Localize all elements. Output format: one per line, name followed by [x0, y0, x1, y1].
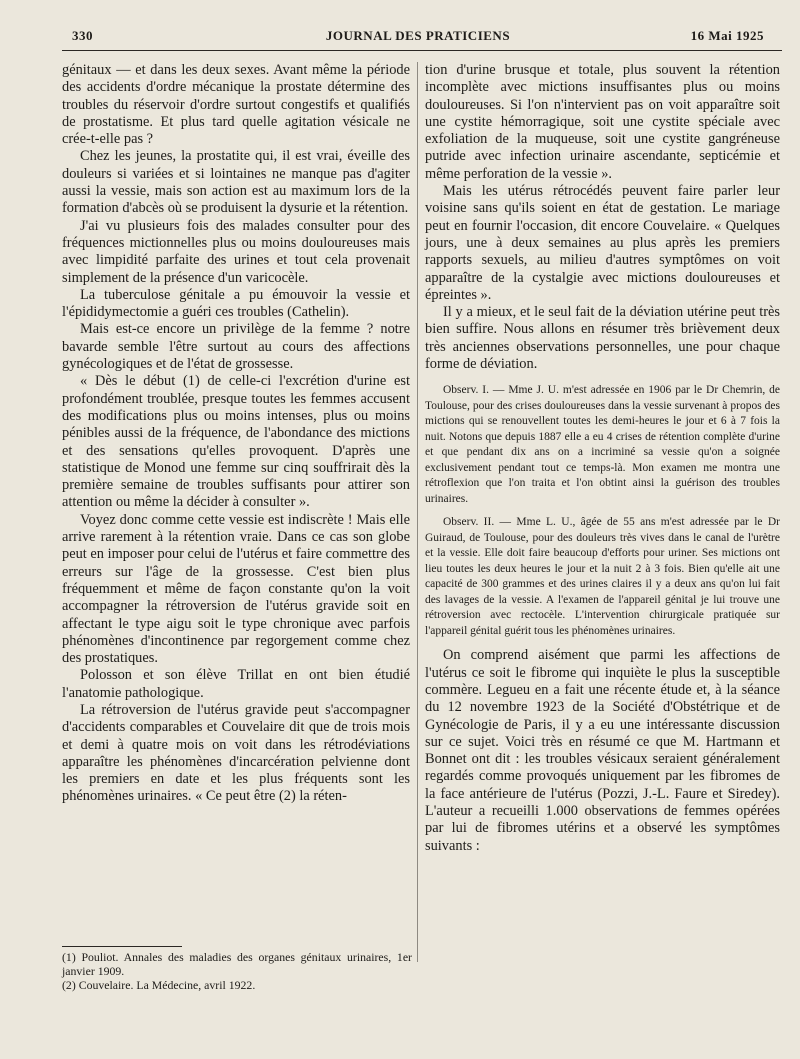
column-divider — [417, 62, 418, 962]
header-rule — [62, 50, 782, 51]
paragraph: On comprend aisément que parmi les affections de l'utérus ce soit le fibrome qui inquiète le plus la susceptible commère. Legueu en a fait une récente étude et, à la séance du 12 novembre 1923 de la Société d'Obstétrique et de Gynécologie de Paris, il y a eu une intéressante discussion sur ce sujet. Voici très en résumé ce que M. Hartmann et Bonnet ont dit : les troubles vésicaux seraient généralement regardés comme provoqués uniquement par les fibromes de la face antérieure de l'utérus (Pozzi, J.-L. Faure et Siredey). L'auteur a recueilli 1.000 observations de femmes opérées par lui de fibromes utérins et a observé les symptômes suivants : — [425, 647, 780, 854]
right-column — [425, 62, 780, 855]
journal-title: JOURNAL DES PRATICIENS — [325, 28, 511, 43]
paragraph: Chez les jeunes, la prostatite qui, il est vrai, éveille des douleurs si variées et si lointaines ne manque pas d'agiter aussi la vessie, mais son action est au maximum lors de la formation d'abcès où se produisent la dysurie et la rétention. — [62, 148, 410, 217]
footnote-1: (1) Pouliot. Annales des maladies des organes génitaux urinaires, 1er janvier 1909. — [62, 950, 412, 978]
paragraph: J'ai vu plusieurs fois des malades consulter pour des fréquences mictionnelles plus ou moins douloureuses mais avec limpidité parfaite des urines et tout cela provenait simplement de la présence d'un varicocèle. — [62, 217, 410, 286]
paragraph: tion d'urine brusque et totale, plus souvent la rétention incomplète avec mictions insuffisantes plus ou moins douloureuses. Si l'on n'intervient pas on voit apparaître soit une cystite hémorragique, soit une cystite spéciale avec exfoliation de la muqueuse, soit une cystite gangréneuse putride avec infection urinaire ascendante, septicémie et même perforation de la vessie ». — [425, 62, 780, 182]
paragraph: La tuberculose génitale a pu émouvoir la vessie et l'épididymectomie a guéri ces troubles (Cathelin). — [62, 286, 410, 321]
footnote-rule — [62, 946, 182, 947]
page-number: 330 — [72, 28, 93, 43]
paragraph: Mais les utérus rétrocédés peuvent faire parler leur voisine sans qu'ils soient en état de gestation. Le mariage peut en fournir l'occasion, dit encore Couvelaire. « Quelques jours, une à deux semaines au plus après les premiers rapports sexuels, au milieu d'autres symptômes on voit apparaître de la cystalgie avec mictions douloureuses et épreintes ». — [425, 183, 780, 303]
observation-1: Observ. I. — Mme J. U. m'est adressée en 1906 par le Dr Chemrin, de Toulouse, pour des crises douloureuses dans la vessie survenant à propos des mictions qui se renouvellent toutes les demi-heures le jour et 6 à 7 fois la nuit. Notons que depuis 1887 elle a eu 4 crises de rétention complète d'urine et que pendant dix ans on a incriminé sa vessie qu'on a soignée exclusivement pendant tout ce temps-là. Mon examen me montra une rétroflexion que l'on traita et l'on obtint ainsi la guérison des troubles urinaires. — [425, 384, 780, 505]
paragraph: génitaux — et dans les deux sexes. Avant même la période des accidents d'ordre mécanique la prostate détermine des troubles du réservoir d'ordre surtout congestifs et qualifiés de prostatisme. Et plus tard quelle agitation vésicale ne crée-t-elle pas ? — [62, 62, 410, 148]
footnotes — [62, 950, 412, 992]
footnote-2: (2) Couvelaire. La Médecine, avril 1922. — [62, 978, 256, 992]
paragraph: La rétroversion de l'utérus gravide peut s'accompagner d'accidents comparables et Couvelaire dit que de trois mois et demi à quatre mois on voit dans les rétrodéviations apparaître les phénomènes d'incarcération pelvienne dont les premiers en date et les plus fréquents sont les phénomènes urinaires. « Ce peut être (2) la réten- — [62, 701, 410, 805]
paragraph: Polosson et son élève Trillat en ont bien étudié l'anatomie pathologique. — [62, 667, 410, 701]
observations — [425, 383, 780, 639]
issue-date: 16 Mai 1925 — [690, 28, 764, 43]
left-column — [62, 62, 410, 806]
paragraph: Il y a mieux, et le seul fait de la déviation utérine peut très bien suffire. Nous allons en résumer très brièvement deux très anciennes observations personnelles, une pour chaque forme de déviation. — [425, 304, 780, 373]
paragraph: « Dès le début (1) de celle-ci l'excrétion d'urine est profondément troublée, presque toutes les femmes accusent des modifications plus ou moins intenses, plus ou moins pénibles aussi de la fréquence, de l'abondance des mictions et des sensations qu'elles provoquent. D'après une statistique de Monod une femme sur cinq souffrirait dès la première semaine de troubles suffisants pour attirer son attention ou même la décider à consulter ». — [62, 373, 410, 511]
observation-2: Observ. II. — Mme L. U., âgée de 55 ans m'est adressée par le Dr Guiraud, de Toulouse, pour des douleurs très vives dans le canal de l'urètre et la vessie. Elle doit faire beaucoup d'efforts pour uriner. Ses mictions ont lieu toutes les deux heures le jour et la nuit 2 à 3 fois. Bien qu'elle ait une capacité de 300 grammes et des urines claires il y a deux ans qu'on lui fait des lavages de la vessie. A l'examen de l'appareil génital je lui trouve une rétroversion avec rectocèle. L'intervention chirurgicale pratiquée sur l'appareil génital guérit tous les phénomènes urinaires. — [425, 516, 780, 637]
paragraph: Mais est-ce encore un privilège de la femme ? notre bavarde semble l'être surtout au cours des affections gynécologiques et de l'état de grossesse. — [62, 321, 410, 373]
paragraph: Voyez donc comme cette vessie est indiscrète ! Mais elle arrive rarement à la rétention vraie. Dans ce cas son globe peut en imposer pour celui de l'utérus et faire commettre des erreurs sur l'âge de la grossesse. C'est bien plus fréquemment et même de façon constante qu'on la voit accompagner la rétroversion de l'utérus gravide soit en affectant le type aigu soit le type chronique avec parfois phénomènes d'incontinence par regorgement comme chez des prostatiques. — [62, 511, 410, 667]
running-header — [72, 28, 764, 50]
